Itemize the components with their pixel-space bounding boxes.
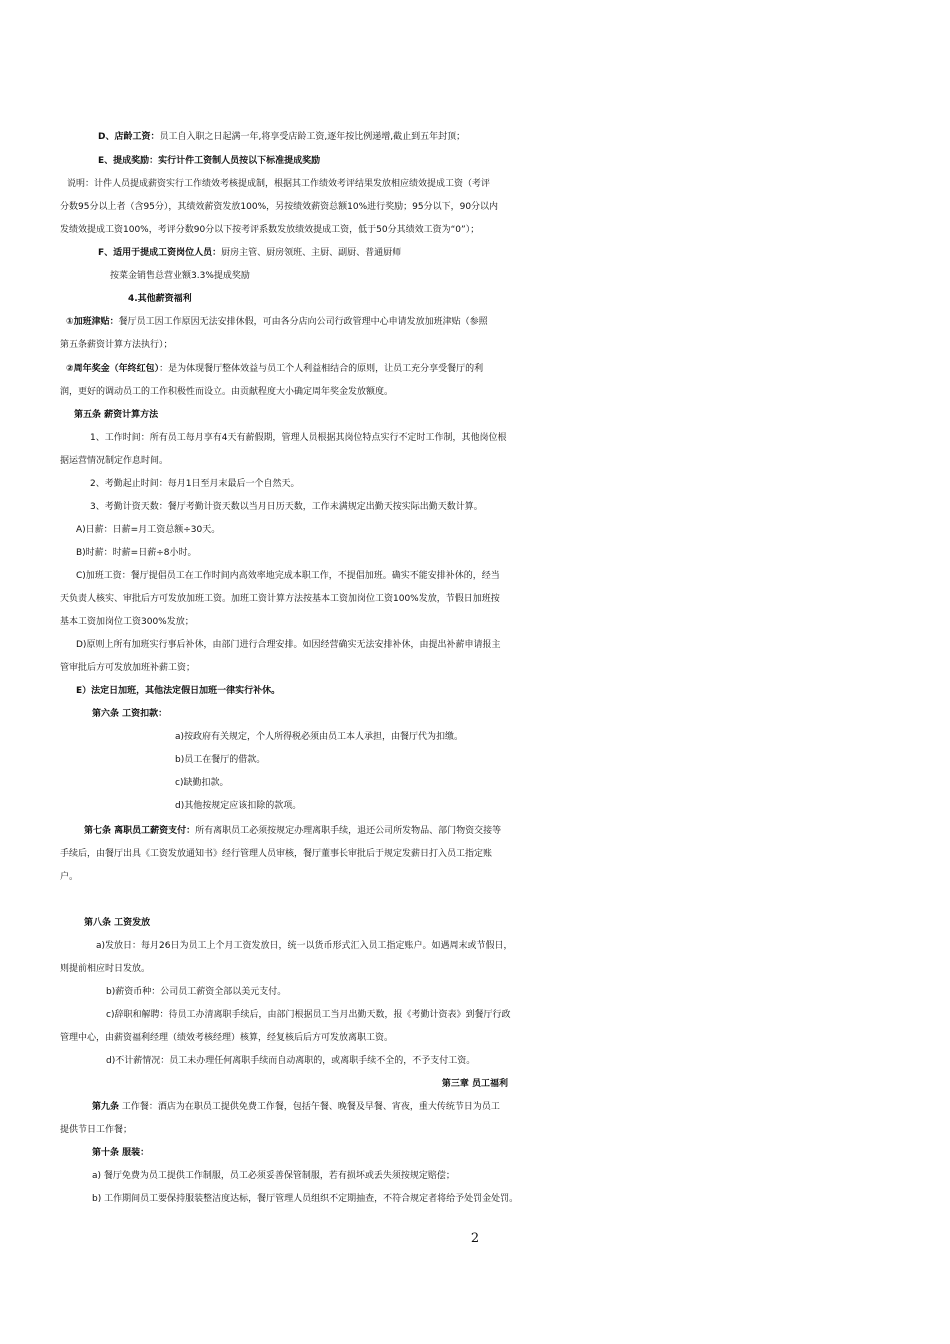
- text-line: 说明：计件人员提成薪资实行工作绩效考核提成制，根据其工作绩效考评结果发放相应绩效提成工资（考评: [67, 179, 491, 189]
- text-line: E）法定日加班，其他法定假日加班一律实行补休。: [76, 686, 281, 696]
- text-line: B)时薪：时薪=日薪÷8小时。: [76, 548, 197, 558]
- text-line: 天负责人核实、审批后方可发放加班工资。加班工资计算方法按基本工资加岗位工资100%发放，节假日加班按: [60, 594, 500, 604]
- text-line: 户。: [60, 872, 79, 882]
- text-line: c)辞职和解聘：待员工办清离职手续后，由部门根据员工当月出勤天数，报《考勤计资表》到餐厅行政: [106, 1010, 511, 1020]
- text-line: 发绩效提成工资100%，考评分数90分以下按考评系数发放绩效提成工资，低于50分其绩效工资为“0”）；: [60, 225, 480, 235]
- text-line: C)加班工资：餐厅提倡员工在工作时间内高效率地完成本职工作，不提倡加班。确实不能安排补休的，经当: [76, 571, 500, 581]
- text-line: E、提成奖励：实行计件工资制人员按以下标准提成奖励: [98, 156, 321, 166]
- text-line: 润，更好的调动员工的工作积极性而设立。由贡献程度大小确定周年奖金发放额度。: [60, 387, 394, 397]
- text-line: 管理中心，由薪资福利经理（绩效考核经理）核算，经复核后后方可发放离职工资。: [60, 1033, 394, 1043]
- text-line: F、适用于提成工资岗位人员：厨房主管、厨房领班、主厨、副厨、普通厨师: [98, 248, 402, 258]
- text-line: A)日薪：日薪=月工资总额÷30天。: [76, 525, 221, 535]
- text-line: ①加班津贴：餐厅员工因工作原因无法安排休假，可由各分店向公司行政管理中心申请发放加班津贴（参照: [66, 317, 488, 327]
- text-line: a)发放日：每月26日为员工上个月工资发放日，统一以货币形式汇入员工指定账户。如遇周末或节假日，: [96, 941, 513, 951]
- text-line: b) 工作期间员工要保持服装整洁度达标，餐厅管理人员组织不定期抽查，不符合规定者将给予处罚金处罚。: [92, 1194, 519, 1204]
- text-line: b)薪资币种：公司员工薪资全部以美元支付。: [106, 987, 287, 997]
- text-line: d)其他按规定应该扣除的款项。: [175, 801, 302, 811]
- text-line: 4.其他薪资福利: [128, 294, 192, 304]
- text-line: ②周年奖金（年终红包）：是为体现餐厅整体效益与员工个人利益相结合的原则，让员工充分享受餐厅的利: [66, 364, 484, 374]
- text-line: b)员工在餐厅的借款。: [175, 755, 266, 765]
- text-line: 第六条 工资扣款：: [92, 709, 168, 719]
- chapter-heading: 第三章 员工福利: [441, 1079, 509, 1089]
- text-line: 2、考勤起止时间：每月1日至月末最后一个自然天。: [90, 479, 300, 489]
- text-line: 基本工资加岗位工资300%发放；: [60, 617, 194, 627]
- page-number: 2: [470, 1231, 480, 1246]
- text-line: 第十条 服装：: [92, 1148, 150, 1158]
- text-line: a)按政府有关规定，个人所得税必须由员工本人承担，由餐厅代为扣缴。: [175, 732, 464, 742]
- text-line: 管审批后方可发放加班补薪工资；: [60, 663, 196, 673]
- text-line: a) 餐厅免费为员工提供工作制服，员工必须妥善保管制服，若有损坏或丢失须按规定赔偿；: [92, 1171, 455, 1181]
- text-line: 第九条 工作餐：酒店为在职员工提供免费工作餐，包括午餐、晚餐及早餐、宵夜，重大传统节日为员工: [92, 1102, 500, 1112]
- text-line: 第五条薪资计算方法执行）；: [60, 340, 173, 350]
- text-line: D、店龄工资：员工自入职之日起满一年,将享受店龄工资,逐年按比例递增,截止到五年封顶；: [98, 132, 466, 142]
- text-line: 则提前相应时日发放。: [60, 964, 151, 974]
- text-line: 1、工作时间：所有员工每月享有4天有薪假期，管理人员根据其岗位特点实行不定时工作制，其他岗位根: [90, 433, 507, 443]
- text-line: c)缺勤扣款。: [175, 778, 229, 788]
- text-line: 提供节日工作餐；: [60, 1125, 133, 1135]
- text-line: d)不计薪情况：员工未办理任何离职手续而自动离职的，或离职手续不全的，不予支付工资。: [106, 1056, 476, 1066]
- text-line: 第八条 工资发放: [84, 918, 151, 928]
- text-line: 分数95分以上者（含95分），其绩效薪资发放100%，另按绩效薪资总额10%进行奖励；95分以下，90分以内: [60, 202, 499, 212]
- text-line: 第七条 离职员工薪资支付：所有离职员工必须按规定办理离职手续，退还公司所发物品、部门物资交接等: [84, 826, 502, 836]
- text-line: D)原则上所有加班实行事后补休，由部门进行合理安排。如因经营确实无法安排补休，由提出补薪申请报主: [76, 640, 501, 650]
- text-line: 手续后，由餐厅出具《工资发放通知书》经行管理人员审核，餐厅董事长审批后于规定发薪日打入员工指定账: [60, 849, 493, 859]
- text-line: 据运营情况制定作息时间。: [60, 456, 169, 466]
- text-line: 3、考勤计资天数：餐厅考勤计资天数以当月日历天数，工作未满规定出勤天按实际出勤天数计算。: [90, 502, 483, 512]
- text-line: 第五条 薪资计算方法: [74, 410, 159, 420]
- text-line: 按菜金销售总营业额3.3%提成奖励: [110, 271, 250, 281]
